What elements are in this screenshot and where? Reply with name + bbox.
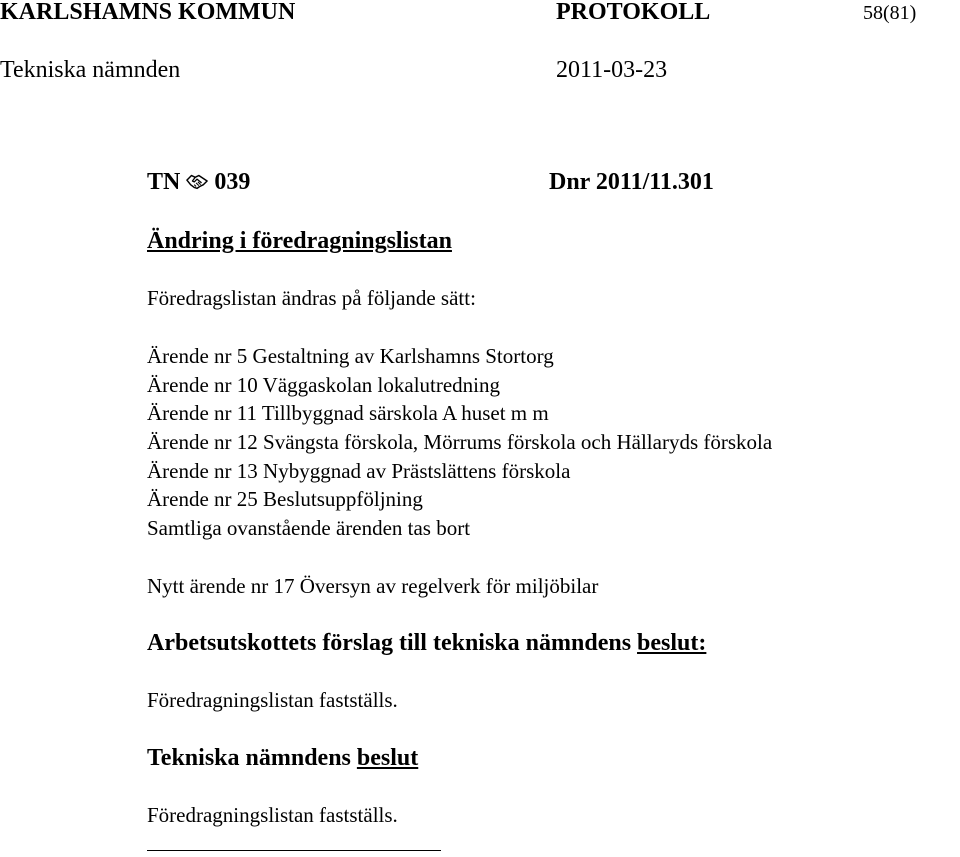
item-prefix: TN	[147, 169, 181, 195]
page-number: 58(81)	[863, 2, 917, 24]
signature-line	[147, 850, 441, 851]
list-item: Ärende nr 12 Svängsta förskola, Mörrums förskola och Hällaryds förskola	[147, 430, 773, 455]
proposal-heading-text: Arbetsutskottets förslag till tekniska nämndens	[147, 630, 638, 656]
item-number	[147, 170, 250, 194]
list-item: Ärende nr 13 Nybyggnad av Prästslättens förskola	[147, 458, 571, 483]
proposal-text: Föredragningslistan fastställs.	[147, 688, 398, 712]
list-item: Ärende nr 10 Väggaskolan lokalutredning	[147, 372, 501, 397]
decision-heading-text: Tekniska nämndens	[147, 745, 357, 771]
meeting-date: 2011-03-23	[556, 57, 668, 83]
handshake-icon	[186, 171, 208, 191]
intro-text: Föredragslistan ändras på följande sätt:	[147, 286, 476, 310]
item-title: Ändring i föredragningslistan	[147, 228, 452, 254]
item-number-value: 039	[214, 169, 251, 195]
municipality-name: KARLSHAMNS KOMMUN	[0, 0, 296, 25]
list-item: Ärende nr 25 Beslutsuppföljning	[147, 487, 423, 512]
proposal-heading-underlined: beslut:	[637, 630, 707, 656]
diary-number: Dnr 2011/11.301	[549, 169, 714, 195]
document-type: PROTOKOLL	[556, 0, 711, 25]
proposal-heading	[147, 631, 706, 655]
new-item-text: Nytt ärende nr 17 Översyn av regelverk för miljöbilar	[147, 574, 599, 598]
change-list	[147, 342, 772, 543]
list-item: Ärende nr 5 Gestaltning av Karlshamns Stortorg	[147, 344, 554, 368]
list-item: Samtliga ovanstående ärenden tas bort	[147, 516, 471, 541]
decision-heading	[147, 746, 418, 770]
committee-name: Tekniska nämnden	[0, 57, 181, 83]
decision-text: Föredragningslistan fastställs.	[147, 803, 398, 827]
list-item: Ärende nr 11 Tillbyggnad särskola A huset m m	[147, 401, 549, 426]
decision-heading-underlined: beslut	[356, 745, 419, 771]
